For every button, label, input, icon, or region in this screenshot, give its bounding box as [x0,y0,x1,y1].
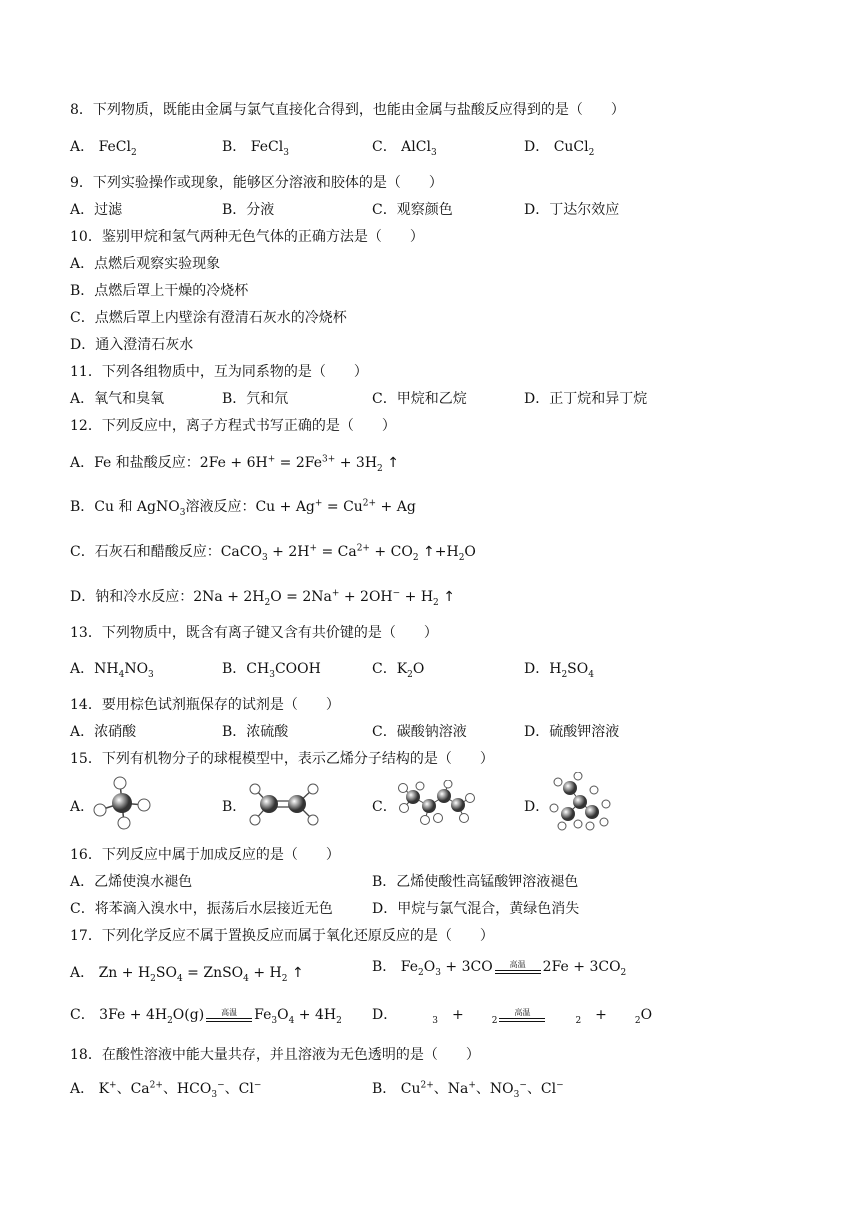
q14-option-d[interactable]: D．硫酸钾溶液 [524,724,620,740]
q15-option-a[interactable]: A． [70,799,95,815]
q9-option-c[interactable]: C．观察颜色 [372,202,453,218]
q14-option-b[interactable]: B．浓硫酸 [222,724,289,740]
q11-option-a[interactable]: A．氧气和臭氧 [70,391,165,407]
q18-option-a[interactable]: A． K+、$Ca^{2+}$、$HCO_3^-$、Cl− [70,1080,262,1100]
question-18-stem: 18．在酸性溶液中能大量共存，并且溶液为无色透明的是（ ） [70,1047,480,1063]
q14-option-a[interactable]: A．浓硝酸 [70,724,137,740]
q10-option-c[interactable]: C．点燃后罩上内壁涂有澄清石灰水的冷烧杯 [70,310,347,326]
q15-option-d[interactable]: D． [524,799,550,815]
question-8-stem: 8．下列物质，既能由金属与氯气直接化合得到，也能由金属与盐酸反应得到的是（ ） [70,102,625,118]
q12-option-c[interactable]: C．石灰石和醋酸反应：CaCO$_3$ + $2H^+ = Ca^{2+} + CO_2$ $↑+H_2O$ [70,543,476,563]
q8-option-a[interactable]: A． FeCl$_2$ [70,139,137,158]
question-17-stem: 17．下列化学反应不属于置换反应而属于氧化还原反应的是（ ） [70,928,494,944]
methane-model-icon [92,775,156,833]
question-9-stem: 9．下列实验操作或现象，能够区分溶液和胶体的是（ ） [70,175,443,191]
q11-option-b[interactable]: B．氕和氘 [222,391,289,407]
q12-option-d[interactable]: D．钠和冷水反应：$2Na + 2H_2O = 2Na^+ + 2OH^- + H_2$ ↑ [70,588,455,608]
q16-option-d[interactable]: D．甲烷与氯气混合，黄绿色消失 [372,901,580,917]
q10-option-b[interactable]: B．点燃后罩上干燥的冷烧杯 [70,283,249,299]
q11-option-c[interactable]: C．甲烷和乙烷 [372,391,467,407]
q16-option-a[interactable]: A．乙烯使溴水褪色 [70,874,193,890]
q8-option-d[interactable]: D． CuCl$_2$ [524,139,595,158]
q13-option-b[interactable]: B．$CH_3COOH$ [222,661,321,680]
q9-option-a[interactable]: A．过滤 [70,202,123,218]
q16-option-c[interactable]: C．将苯滴入溴水中，振荡后水层接近无色 [70,901,333,917]
question-15-stem: 15．下列有机物分子的球棍模型中，表示乙烯分子结构的是（ ） [70,751,494,767]
q10-option-a[interactable]: A．点燃后观察实验现象 [70,256,221,272]
q11-option-d[interactable]: D．正丁烷和异丁烷 [524,391,648,407]
q9-option-b[interactable]: B．分液 [222,202,275,218]
q10-option-d[interactable]: D．通入澄清石灰水 [70,337,194,353]
question-14-stem: 14．要用棕色试剂瓶保存的试剂是（ ） [70,697,340,713]
question-12-stem: 12．下列反应中，离子方程式书写正确的是（ ） [70,418,396,434]
q14-option-c[interactable]: C．碳酸钠溶液 [372,724,467,740]
q18-option-b[interactable]: B． $Cu^{2+}$、Na+、$NO_3^-$、Cl− [372,1080,564,1100]
q8-option-c[interactable]: C． AlCl$_3$ [372,139,437,158]
q9-option-d[interactable]: D．丁达尔效应 [524,202,620,218]
q17-option-c[interactable]: C． $3Fe + 4H_2O(g)$ 高温 $Fe_3O_4 + 4H_2$ [70,1007,342,1026]
ethylene-model-icon [245,780,323,830]
question-16-stem: 16．下列反应中属于加成反应的是（ ） [70,847,340,863]
q17-option-a[interactable]: A． $Zn + H_2SO_4$ = ZnSO$_4$ + $H_2$ ↑ [70,965,304,984]
q12-option-b[interactable]: B．Cu 和 AgNO$_3$溶液反应：$Cu + Ag^+ = Cu^{2+} + Ag$ [70,498,416,518]
question-13-stem: 13．下列物质中，既含有离子键又含有共价键的是（ ） [70,625,438,641]
question-11-stem: 11．下列各组物质中，互为同系物的是（ ） [70,364,368,380]
q13-option-a[interactable]: A．$NH_4NO_3$ [70,661,154,680]
q15-option-c[interactable]: C． [372,799,397,815]
q16-option-b[interactable]: B．乙烯使酸性高锰酸钾溶液褪色 [372,874,579,890]
q17-option-b[interactable]: B． $Fe_2O_3 + 3CO$ 高温 $2Fe + 3CO_2$ [372,959,627,978]
q17-option-d[interactable]: D． $_3$ + $_2$ 高温 $_2$ + $_2$O [372,1007,653,1026]
question-10-stem: 10．鉴别甲烷和氢气两种无色气体的正确方法是（ ） [70,229,424,245]
q13-option-d[interactable]: D．$H_2SO_4$ [524,661,594,680]
q8-option-b[interactable]: B． FeCl$_3$ [222,139,289,158]
isobutane-model-icon [548,772,612,832]
q12-option-a[interactable]: A．Fe 和盐酸反应：$2Fe + 6H^+ = 2Fe^{3+} + 3H_2$ ↑ [70,454,399,474]
butane-model-icon [398,780,478,828]
q13-option-c[interactable]: C．$K_2O$ [372,661,425,680]
q15-option-b[interactable]: B． [222,799,247,815]
